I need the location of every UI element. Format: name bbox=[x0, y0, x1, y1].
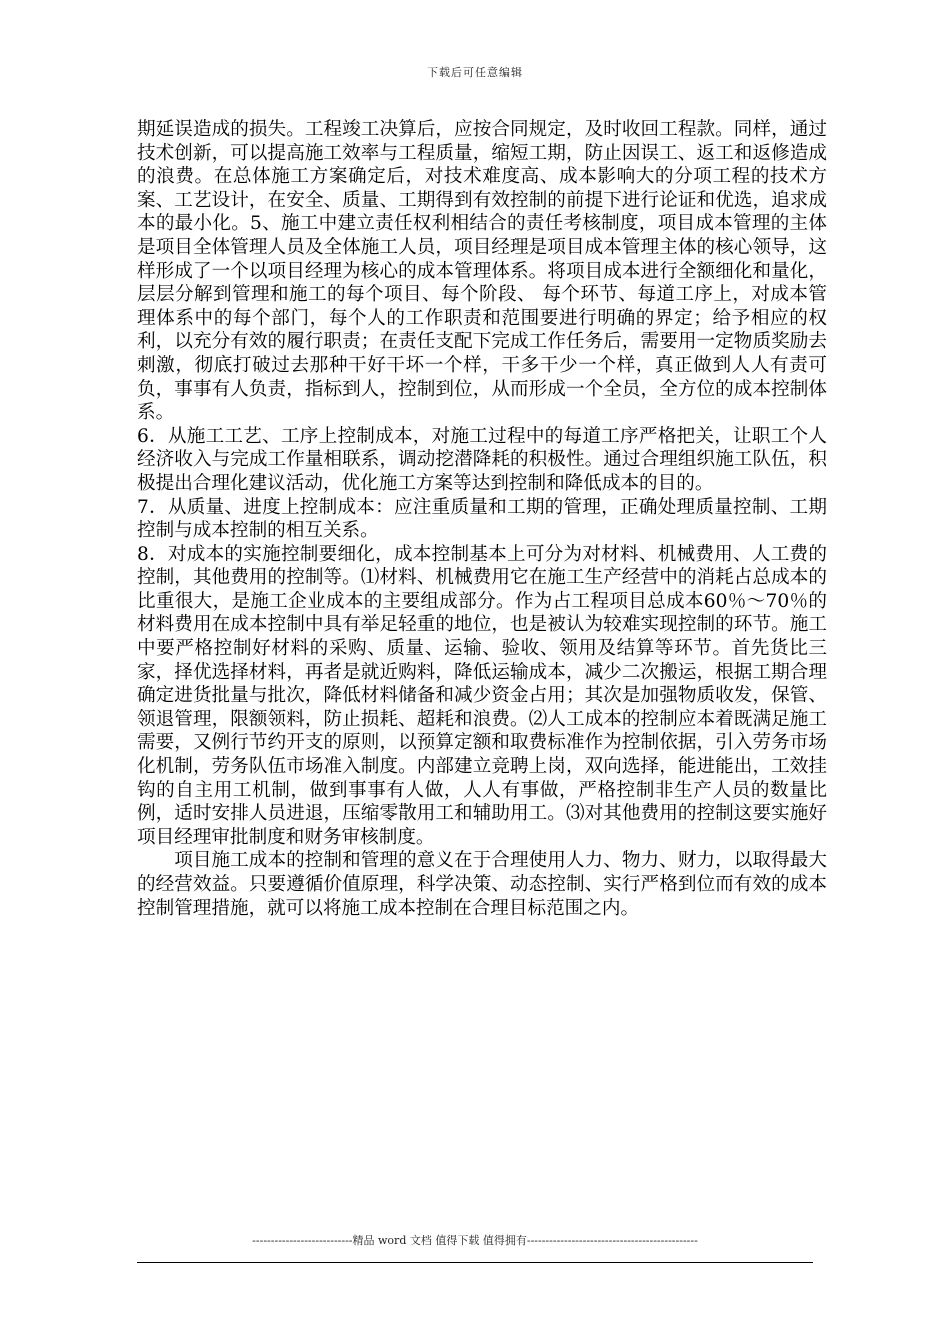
page-header: 下载后可任意编辑 bbox=[427, 66, 523, 79]
paragraph-item-6: 6．从施工工艺、工序上控制成本，对施工过程中的每道工序严格把关，让职工个人经济收入与完成工作量相联系，调动挖潜降耗的积极性。通过合理组织施工队伍，积极提出合理化建议活动，优化施工方案等达到控制和降低成本的目的。 bbox=[137, 425, 827, 494]
page-footer: ---------------------------精品 word 文档 值得下载 值得拥有---------------------------------------------- bbox=[252, 1234, 698, 1247]
footer-divider bbox=[137, 1262, 813, 1263]
document-body bbox=[137, 118, 827, 920]
paragraph-continuation: 期延误造成的损失。工程竣工决算后，应按合同规定，及时收回工程款。同样，通过技术创新，可以提高施工效率与工程质量，缩短工期，防止因误工、返工和返修造成的浪费。在总体施工方案确定后，对技术难度高、成本影响大的分项工程的技术方案、工艺设计，在安全、质量、工期得到有效控制的前提下进行论证和优选，追求成本的最小化。5、施工中建立责任权利相结合的责任考核制度，项目成本管理的主体是项目全体管理人员及全体施工人员，项目经理是项目成本管理主体的核心领导，这样形成了一个以项目经理为核心的成本管理体系。将项目成本进行全额细化和量化，层层分解到管理和施工的每个项目、每个阶段、 每个环节、每道工序上，对成本管理体系中的每个部门，每个人的工作职责和范围要进行明确的界定；给予相应的权利，以充分有效的履行职责；在责任支配下完成工作任务后，需要用一定物质奖励去刺激，彻底打破过去那种干好干坏一个样，干多干少一个样，真正做到人人有责可负，事事有人负责，指标到人，控制到位，从而形成一个全员，全方位的成本控制体系。 bbox=[137, 119, 827, 424]
paragraph-item-7: 7．从质量、进度上控制成本：应注重质量和工期的管理，正确处理质量控制、工期控制与成本控制的相互关系。 bbox=[137, 496, 827, 542]
paragraph-conclusion: 项目施工成本的控制和管理的意义在于合理使用人力、物力、财力，以取得最大的经营效益。只要遵循价值原理，科学决策、动态控制、实行严格到位而有效的成本控制管理措施，就可以将施工成本控制在合理目标范围之内。 bbox=[137, 850, 827, 919]
paragraph-item-8: 8．对成本的实施控制要细化，成本控制基本上可分为对材料、机械费用、人工费的控制，其他费用的控制等。⑴材料、机械费用它在施工生产经营中的消耗占总成本的比重很大，是施工企业成本的主要组成部分。作为占工程项目总成本60％～70％的材料费用在成本控制中具有举足轻重的地位，也是被认为较难实现控制的环节。施工中要严格控制好材料的采购、质量、运输、验收、领用及结算等环节。首先货比三家，择优选择材料，再者是就近购料，降低运输成本，减少二次搬运，根据工期合理确定进货批量与批次，降低材料储备和减少资金占用；其次是加强物质收发，保管、领退管理，限额领料，防止损耗、超耗和浪费。⑵人工成本的控制应本着既满足施工需要，又例行节约开支的原则，以预算定额和取费标准作为控制依据，引入劳务市场化机制，劳务队伍市场准入制度。内部建立竞聘上岗，双向选择，能进能出，工效挂钩的自主用工机制，做到事事有人做，人人有事做，严格控制非生产人员的数量比例，适时安排人员进退，压缩零散用工和辅助用工。⑶对其他费用的控制这要实施好项目经理审批制度和财务审核制度。 bbox=[137, 543, 827, 848]
